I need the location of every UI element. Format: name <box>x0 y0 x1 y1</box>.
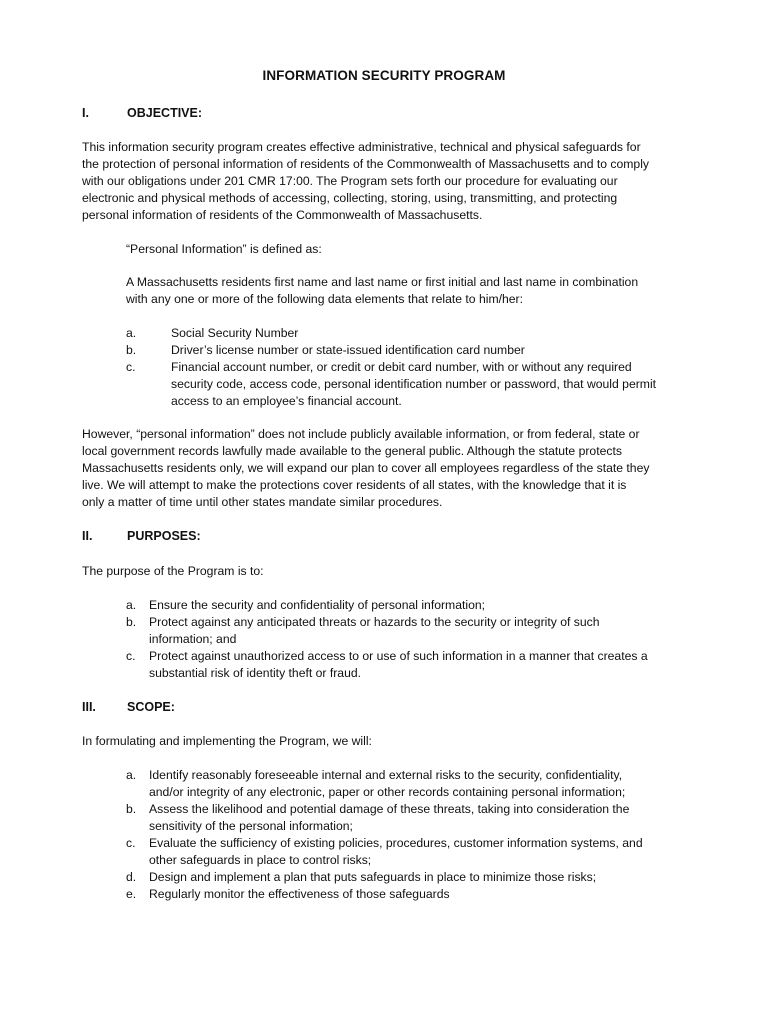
paragraph-line: the protection of personal information of residents of the Commonwealth of Massachusetts and to comply <box>82 157 650 171</box>
paragraph-line: However, “personal information” does not include publicly available information, or from federal, state or <box>82 427 640 441</box>
paragraph-line: live. We will attempt to make the protections cover residents of all states, with the knowledge that it is <box>82 478 627 492</box>
paragraph-line: local government records lawfully made available to the general public. Although the statute protects <box>82 444 622 458</box>
list-item: a. Social Security Number <box>126 326 299 340</box>
list-item: d. Design and implement a plan that puts safeguards in place to minimize those risks; <box>126 870 597 884</box>
list-item: a. Identify reasonably foreseeable internal and external risks to the security, confidentiality, and/or integrity of any electronic, paper or other records containing personal information; <box>126 768 626 799</box>
data-elements-list <box>126 325 686 410</box>
however-paragraph <box>82 426 694 511</box>
paragraph-line: electronic and physical methods of accessing, collecting, storing, using, transmitting, and protecting <box>82 191 618 205</box>
list-item: b. Driver’s license number or state-issued identification card number <box>126 343 525 357</box>
list-marker: c. <box>126 360 136 374</box>
list-marker: c. <box>126 649 136 663</box>
scope-intro: In formulating and implementing the Program, we will: <box>82 734 372 748</box>
purposes-intro: The purpose of the Program is to: <box>82 564 264 578</box>
scope-list <box>126 767 686 903</box>
list-item: a. Ensure the security and confidentiality of personal information; <box>126 598 486 612</box>
list-marker: e. <box>126 887 137 901</box>
document-title: INFORMATION SECURITY PROGRAM <box>262 68 506 83</box>
list-item: b. Protect against any anticipated threats or hazards to the security or integrity of such information; and <box>126 615 600 646</box>
purposes-list <box>126 597 686 682</box>
section-title: OBJECTIVE: <box>127 106 203 120</box>
list-marker: c. <box>126 836 136 850</box>
section-heading-scope <box>82 699 175 716</box>
paragraph-line: This information security program creates effective administrative, technical and physical safeguards for <box>82 140 641 154</box>
section-title: SCOPE: <box>127 700 175 714</box>
paragraph-line: A Massachusetts residents first name and last name or first initial and last name in combination <box>126 275 639 289</box>
paragraph-line: Massachusetts residents only, we will expand our plan to cover all employees regardless of the state they <box>82 461 650 475</box>
paragraph-line: with any one or more of the following data elements that relate to him/her: <box>126 292 523 306</box>
paragraph-line: personal information of residents of the Commonwealth of Massachusetts. <box>82 208 483 222</box>
list-item: c. Evaluate the sufficiency of existing policies, procedures, customer information systems, and other safeguards in place to control risks; <box>126 836 643 867</box>
list-item: c. Protect against unauthorized access to or use of such information in a manner that creates a substantial risk of identity theft or fraud. <box>126 649 648 680</box>
list-item: c. Financial account number, or credit or debit card number, with or without any required security code, access code, personal identification number or password, that would permit access to an employee’s financial account. <box>126 360 657 408</box>
section-heading-purposes <box>82 528 201 545</box>
list-item: e. Regularly monitor the effectiveness of those safeguards <box>126 887 450 901</box>
section-number: III. <box>82 700 96 714</box>
list-marker: b. <box>126 802 137 816</box>
list-marker: b. <box>126 615 137 629</box>
list-item: b. Assess the likelihood and potential damage of these threats, taking into consideration the sensitivity of the personal information; <box>126 802 630 833</box>
section-title: PURPOSES: <box>127 529 201 543</box>
list-marker: d. <box>126 870 137 884</box>
paragraph-line: with our obligations under 201 CMR 17:00. The Program sets forth our procedure for evaluating our <box>82 174 618 188</box>
definition-paragraph <box>126 274 686 308</box>
list-marker: a. <box>126 326 137 340</box>
section-number: II. <box>82 529 93 543</box>
section-heading-objective <box>82 105 202 122</box>
paragraph-line: only a matter of time until other states mandate similar procedures. <box>82 495 443 509</box>
definition-label: “Personal Information” is defined as: <box>126 242 322 256</box>
objective-intro-paragraph <box>82 139 694 224</box>
list-marker: a. <box>126 768 137 782</box>
list-marker: b. <box>126 343 137 357</box>
section-number: I. <box>82 106 89 120</box>
list-marker: a. <box>126 598 137 612</box>
